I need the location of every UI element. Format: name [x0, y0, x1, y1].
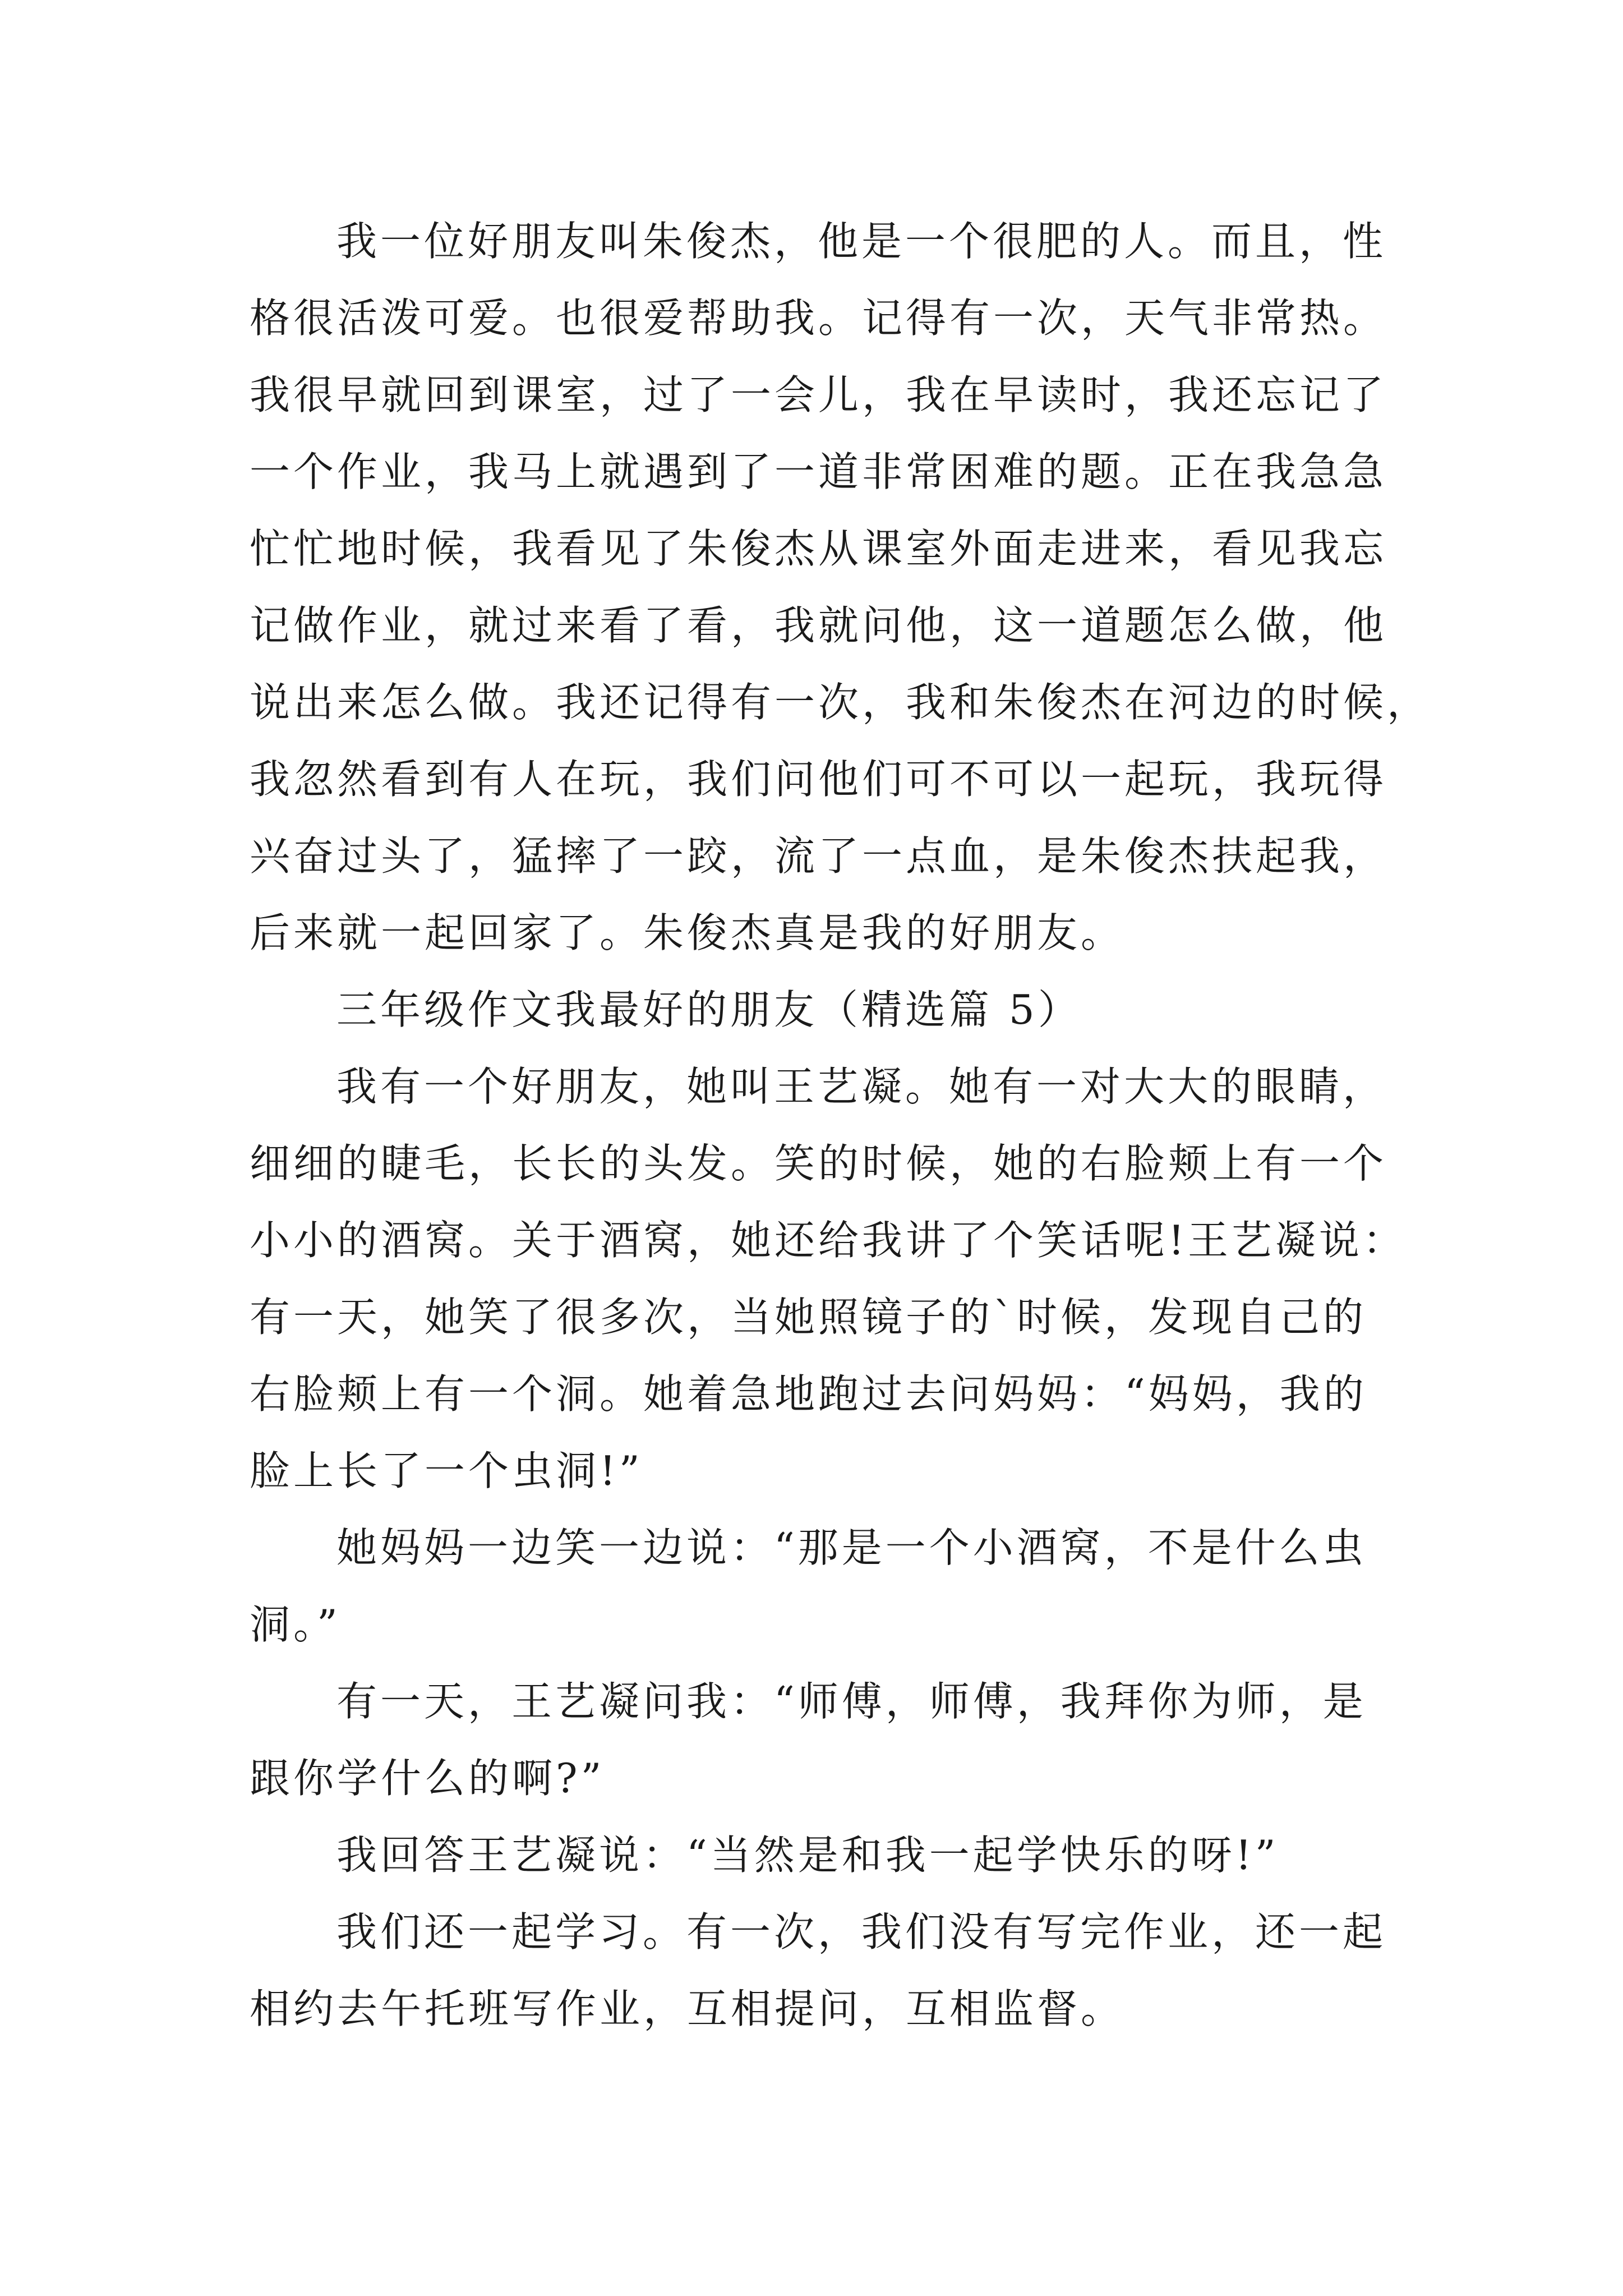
section-heading: 三年级作文我最好的朋友（精选篇 5） [336, 986, 1082, 1033]
text-line: 我有一个好朋友，她叫王艺凝。她有一对大大的眼睛， [336, 1063, 1387, 1110]
text-line: 洞。” [250, 1601, 341, 1648]
text-line: 她妈妈一边笑一边说：“那是一个小酒窝，不是什么虫 [336, 1524, 1367, 1571]
text-line: 有一天，她笑了很多次，当她照镜子的`时候，发现自己的 [250, 1294, 1367, 1341]
text-line: 我很早就回到课室，过了一会儿，我在早读时，我还忘记了 [250, 371, 1387, 418]
text-line: 格很活泼可爱。也很爱帮助我。记得有一次，天气非常热。 [250, 295, 1387, 342]
text-line: 我忽然看到有人在玩，我们问他们可不可以一起玩，我玩得 [250, 756, 1387, 803]
text-line: 说出来怎么做。我还记得有一次，我和朱俊杰在河边的时候， [250, 679, 1431, 726]
text-line: 我一位好朋友叫朱俊杰，他是一个很肥的人。而且，性 [336, 218, 1387, 265]
text-line: 我们还一起学习。有一次，我们没有写完作业，还一起 [336, 1908, 1387, 1955]
text-line: 忙忙地时候，我看见了朱俊杰从课室外面走进来，看见我忘 [250, 525, 1387, 572]
text-line: 细细的睫毛，长长的头发。笑的时候，她的右脸颊上有一个 [250, 1140, 1387, 1187]
text-line: 跟你学什么的啊?” [250, 1755, 605, 1802]
text-line: 我回答王艺凝说：“当然是和我一起学快乐的呀!” [336, 1832, 1279, 1879]
text-line: 相约去午托班写作业，互相提问，互相监督。 [250, 1985, 1125, 2032]
text-line: 有一天，王艺凝问我：“师傅，师傅，我拜你为师，是 [336, 1678, 1367, 1725]
text-line: 兴奋过头了，猛摔了一跤，流了一点血，是朱俊杰扶起我， [250, 832, 1387, 880]
text-line: 后来就一起回家了。朱俊杰真是我的好朋友。 [250, 909, 1125, 956]
text-line: 脸上长了一个虫洞!” [250, 1447, 643, 1494]
text-line: 记做作业，就过来看了看，我就问他，这一道题怎么做，他 [250, 602, 1387, 649]
text-line: 右脸颊上有一个洞。她着急地跑过去问妈妈：“妈妈，我的 [250, 1370, 1367, 1418]
text-line: 小小的酒窝。关于酒窝，她还给我讲了个笑话呢!王艺凝说： [250, 1217, 1407, 1264]
text-line: 一个作业，我马上就遇到了一道非常困难的题。正在我急急 [250, 448, 1387, 495]
